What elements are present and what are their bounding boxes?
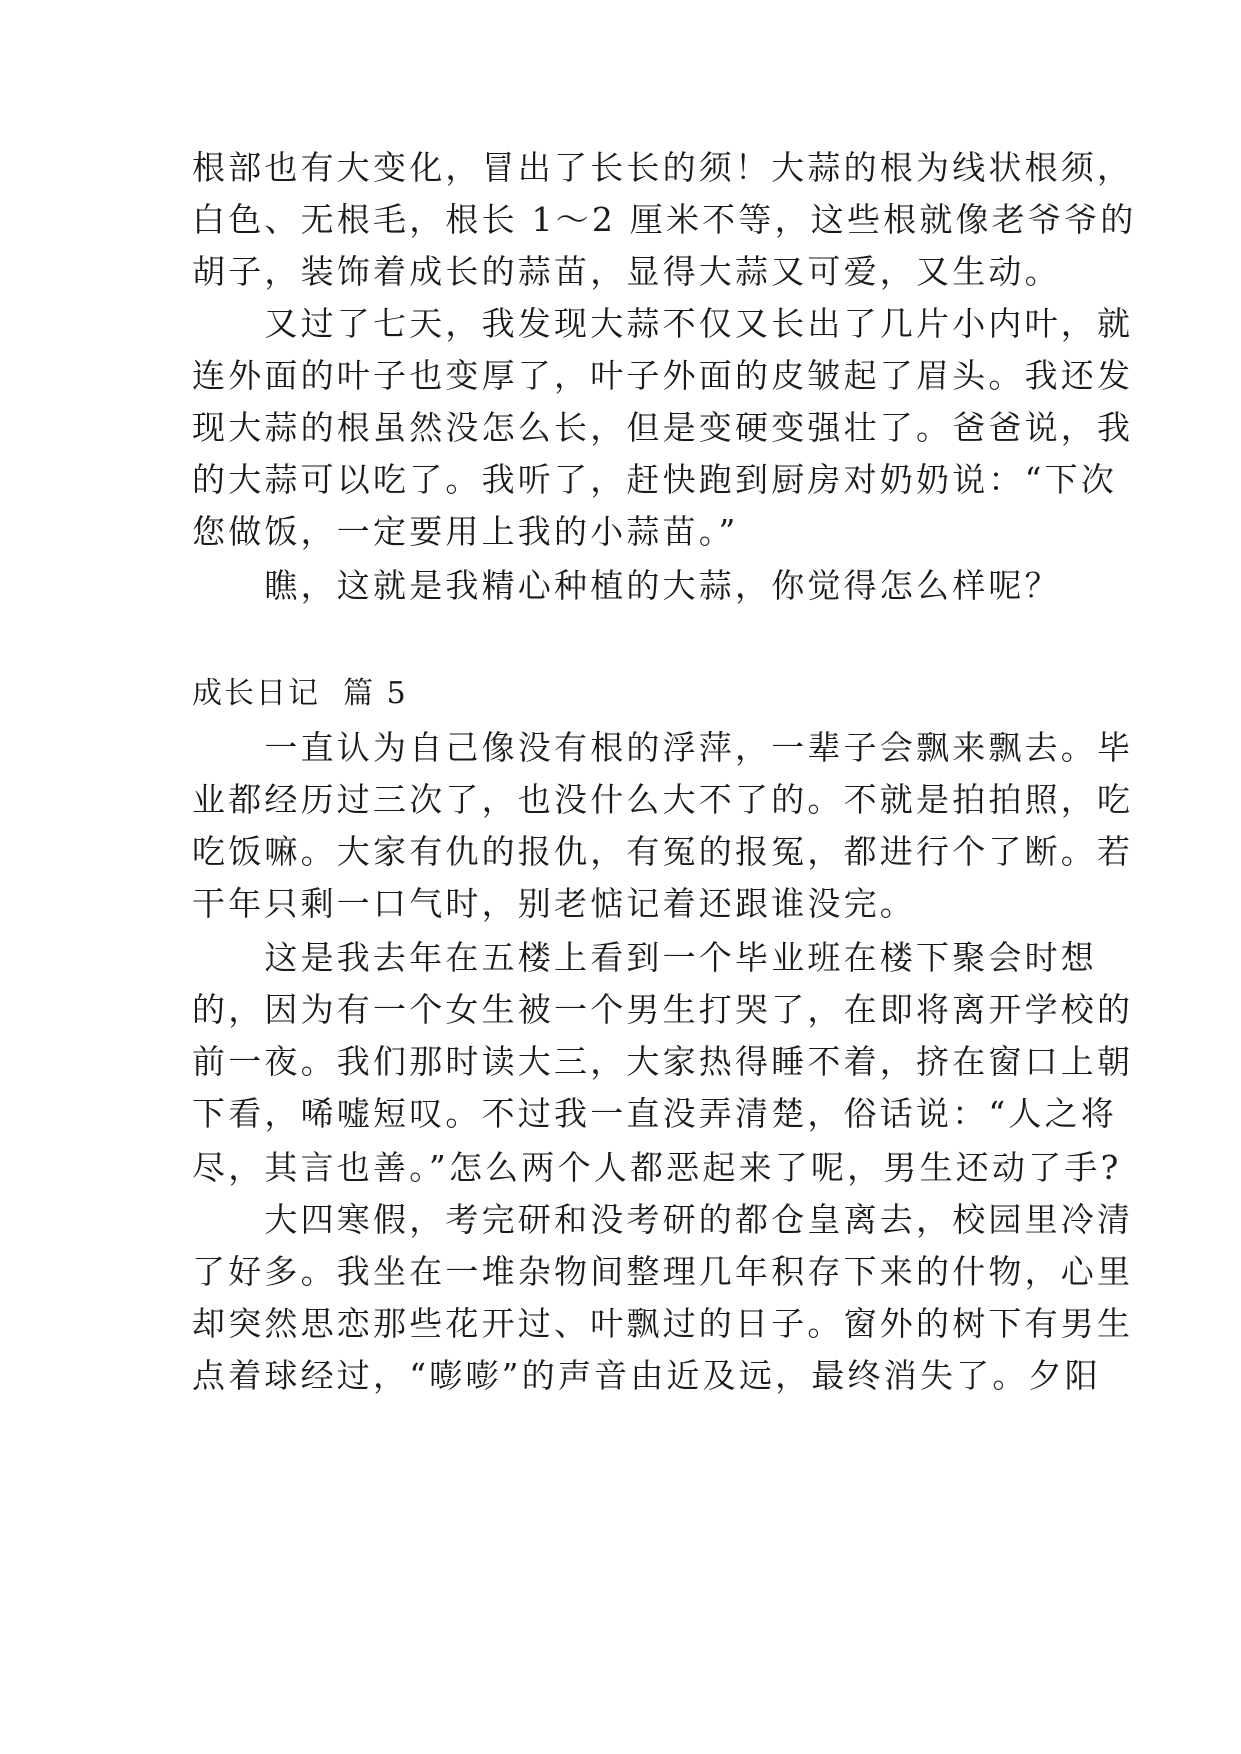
paragraph-line: 大四寒假，考完研和没考研的都仓皇离去，校园里冷清 (192, 1200, 1134, 1239)
paragraph-line: 胡子，装饰着成长的蒜苗，显得大蒜又可爱，又生动。 (192, 252, 1061, 291)
paragraph-line: 下看，唏嘘短叹。不过我一直没弄清楚，俗话说：“人之将 (192, 1094, 1118, 1133)
paragraph-line: 业都经历过三次了，也没什么大不了的。不就是拍拍照，吃 (192, 780, 1134, 819)
paragraph-line: 这是我去年在五楼上看到一个毕业班在楼下聚会时想 (192, 938, 1097, 977)
paragraph-line: 的大蒜可以吃了。我听了，赶快跑到厨房对奶奶说：“下次 (192, 460, 1118, 499)
paragraph-line: 现大蒜的根虽然没怎么长，但是变硬变强壮了。爸爸说，我 (192, 408, 1134, 447)
paragraph-line: 连外面的叶子也变厚了，叶子外面的皮皱起了眉头。我还发 (192, 356, 1134, 395)
paragraph-line: 您做饭，一定要用上我的小蒜苗。” (192, 512, 739, 551)
paragraph-line: 一直认为自己像没有根的浮萍，一辈子会飘来飘去。毕 (192, 728, 1134, 767)
paragraph-line: 吃饭嘛。大家有仇的报仇，有冤的报冤，都进行个了断。若 (192, 832, 1134, 871)
paragraph-line: 根部也有大变化，冒出了长长的须！大蒜的根为线状根须， (192, 148, 1134, 187)
paragraph-line: 又过了七天，我发现大蒜不仅又长出了几片小内叶，就 (192, 304, 1134, 343)
paragraph-line: 了好多。我坐在一堆杂物间整理几年积存下来的什物，心里 (192, 1252, 1134, 1291)
paragraph-line: 瞧，这就是我精心种植的大蒜，你觉得怎么样呢？ (192, 566, 1061, 605)
paragraph-line: 白色、无根毛，根长 1～2 厘米不等，这些根就像老爷爷的 (192, 200, 1137, 239)
paragraph-line: 点着球经过，“嘭嘭”的声音由近及远，最终消失了。夕阳 (192, 1356, 1101, 1395)
paragraph-line: 前一夜。我们那时读大三，大家热得睡不着，挤在窗口上朝 (192, 1042, 1134, 1081)
paragraph-line: 的，因为有一个女生被一个男生打哭了，在即将离开学校的 (192, 990, 1134, 1029)
paragraph-line: 却突然思恋那些花开过、叶飘过的日子。窗外的树下有男生 (192, 1304, 1134, 1343)
paragraph-line: 尽，其言也善。”怎么两个人都恶起来了呢，男生还动了手? (192, 1148, 1122, 1187)
section-heading: 成长日记 篇 5 (192, 676, 408, 711)
paragraph-line: 干年只剩一口气时，别老惦记着还跟谁没完。 (192, 884, 916, 923)
